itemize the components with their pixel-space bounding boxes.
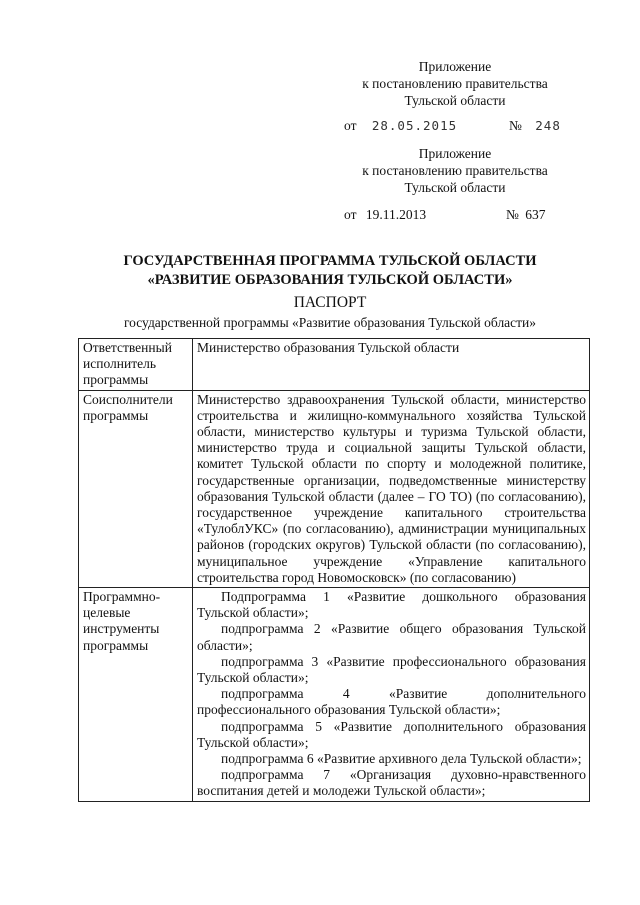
table-row <box>79 339 590 391</box>
appendix-line: к постановлению правительства <box>362 163 548 178</box>
program-title <box>60 252 600 290</box>
appendix-number: 637 <box>525 207 546 222</box>
appendix-1-date-line <box>344 117 457 134</box>
appendix-line: Приложение <box>418 59 492 74</box>
program-title-line-1: ГОСУДАРСТВЕННАЯ ПРОГРАММА ТУЛЬСКОЙ ОБЛАСТИ <box>123 253 537 269</box>
table-row <box>79 390 590 587</box>
appendix-header-1 <box>340 58 570 109</box>
program-title-line-2: «РАЗВИТИЕ ОБРАЗОВАНИЯ ТУЛЬСКОЙ ОБЛАСТИ» <box>147 272 513 288</box>
subprogram-list <box>193 588 590 802</box>
row-label: Соисполнители программы <box>79 390 193 587</box>
appendix-date: 19.11.2013 <box>365 207 427 222</box>
list-item: подпрограмма 6 «Развитие архивного дела Тульской области»; <box>221 751 582 767</box>
date-prefix: от <box>344 207 357 222</box>
passport-subtitle: государственной программы «Развитие образования Тульской области» <box>123 315 537 330</box>
row-label: Ответственный исполнитель программы <box>79 339 193 391</box>
appendix-line: Тульской области <box>404 180 506 195</box>
list-item: подпрограмма 3 «Развитие профессионального образования Тульской области»; <box>197 653 586 686</box>
passport-table <box>78 338 590 802</box>
number-prefix: № <box>506 207 519 222</box>
appendix-2-number-line <box>506 206 546 223</box>
passport-heading: ПАСПОРТ <box>293 294 367 311</box>
date-prefix: от <box>344 118 357 133</box>
list-item: подпрограмма 7 «Организация духовно-нравственного воспитания детей и молодежи Тульской области»; <box>197 767 586 799</box>
row-label: Программно-целевые инструменты программы <box>79 588 193 802</box>
stamped-date: 28.05.2015 <box>371 118 458 133</box>
table-row <box>79 588 590 802</box>
list-item: подпрограмма 2 «Развитие общего образования Тульской области»; <box>197 621 586 653</box>
appendix-1-number-line <box>509 117 561 134</box>
appendix-header-2 <box>340 145 570 196</box>
list-item: подпрограмма 5 «Развитие дополнительного образования Тульской области»; <box>197 718 586 750</box>
number-prefix: № <box>509 118 522 133</box>
appendix-line: Тульской области <box>404 93 506 108</box>
list-item: подпрограмма 4 «Развитие дополнительного профессионального образования Тульской области»; <box>197 686 586 718</box>
stamped-number: 248 <box>535 118 561 133</box>
list-item: Подпрограмма 1 «Развитие дошкольного образования Тульской области»; <box>197 589 586 621</box>
appendix-2-date-line <box>344 206 426 223</box>
row-value: Министерство образования Тульской области <box>193 339 590 391</box>
row-value: Министерство здравоохранения Тульской области, министерство строительства и жилищно-коммунального хозяйства Тульской области, министерство культуры и туризма Тульской области, министерство труда и социальной защиты Тульской области, комитет Тульской области по спорту и молодежной политике, государственные организации, подведомственные министерству образования Тульской области (далее – ГО ТО) (по согласованию), государственное учреждение капитального строительства «ТулоблУКС» (по согласованию), администрации муниципальных районов (городских округов) Тульской области (по согласованию), муниципальное учреждение «Управление капитального строительства город Новомосковск» (по согласованию) <box>193 390 590 587</box>
appendix-line: к постановлению правительства <box>362 76 548 91</box>
appendix-line: Приложение <box>418 146 492 161</box>
